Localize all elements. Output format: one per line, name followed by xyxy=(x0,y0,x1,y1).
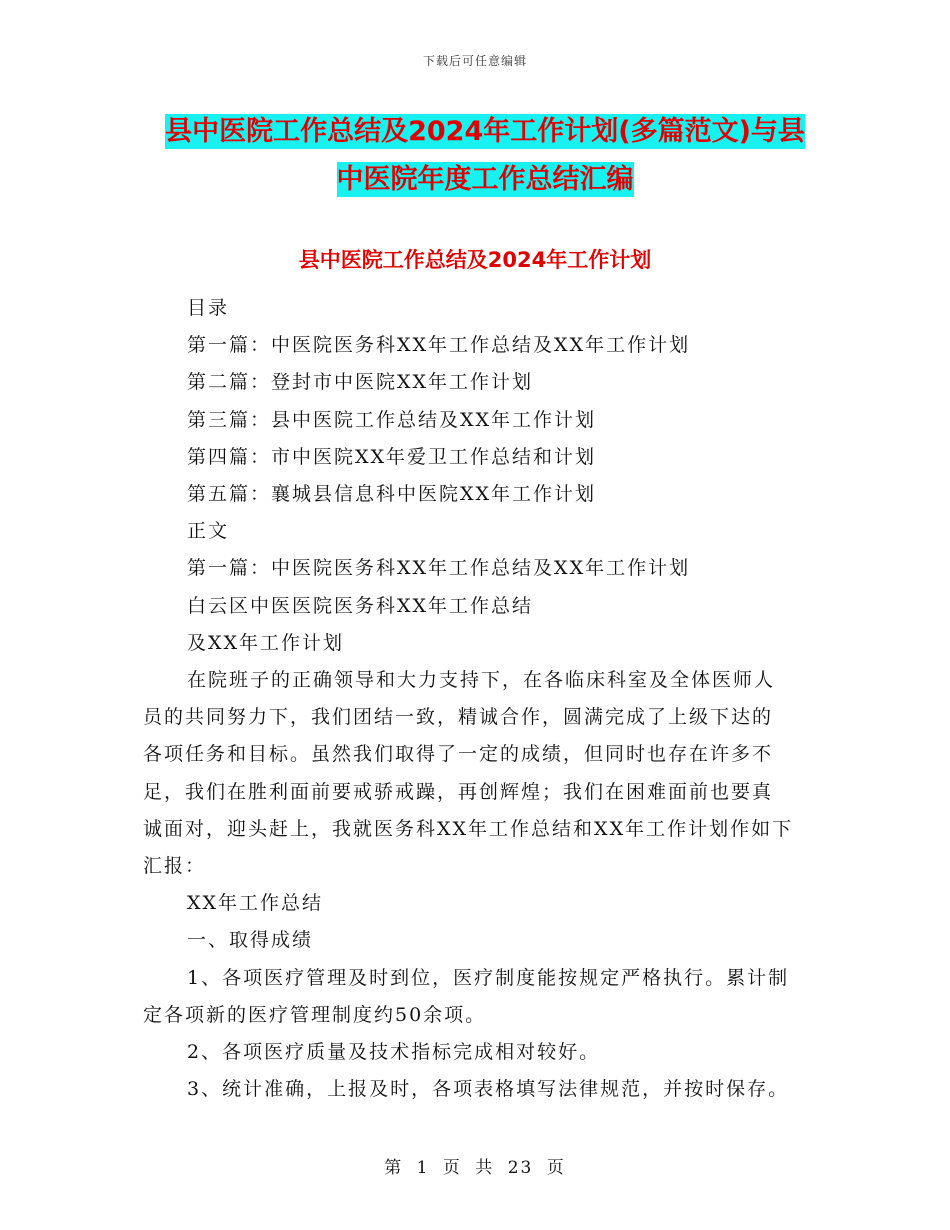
toc-item: 第五篇：襄城县信息科中医院XX年工作计划 xyxy=(187,483,597,506)
paragraph-line: 足，我们在胜利面前要戒骄戒躁，再创辉煌；我们在困难面前也要真 xyxy=(143,780,774,803)
paragraph-line: 各项任务和目标。虽然我们取得了一定的成绩，但同时也存在许多不 xyxy=(143,743,774,766)
section-title: XX年工作总结 xyxy=(187,892,324,915)
toc-item: 第三篇：县中医院工作总结及XX年工作计划 xyxy=(187,408,597,431)
main-title-line2: 中医院年度工作总结汇编 xyxy=(336,164,634,195)
paragraph-line: 3、统计准确，上报及时，各项表格填写法律规范，并按时保存。 xyxy=(187,1078,790,1101)
paragraph-line: 诚面对，迎头赶上，我就医务科XX年工作总结和XX年工作计划作如下 xyxy=(143,817,794,840)
toc-item: 第二篇：登封市中医院XX年工作计划 xyxy=(187,371,534,394)
main-title-line1: 县中医院工作总结及2024年工作计划(多篇范文)与县 xyxy=(165,116,805,147)
subsection-title: 一、取得成绩 xyxy=(187,929,314,952)
paragraph-line: 1、各项医疗管理及时到位，医疗制度能按规定严格执行。累计制 xyxy=(187,966,790,989)
toc-item: 第四篇：市中医院XX年爱卫工作总结和计划 xyxy=(187,445,597,468)
article-subtitle: 白云区中医医院医务科XX年工作总结 xyxy=(187,594,534,617)
toc-item: 第一篇：中医院医务科XX年工作总结及XX年工作计划 xyxy=(187,334,691,357)
sub-title: 县中医院工作总结及2024年工作计划 xyxy=(298,248,652,272)
paragraph-line: 2、各项医疗质量及技术指标完成相对较好。 xyxy=(187,1041,601,1064)
page-footer: 第 1 页 共 23 页 xyxy=(384,1158,566,1178)
paragraph-line: 员的共同努力下，我们团结一致，精诚合作，圆满完成了上级下达的 xyxy=(143,706,774,729)
paragraph-line: 在院班子的正确领导和大力支持下，在各临床科室及全体医师人 xyxy=(187,669,776,692)
body-text xyxy=(143,290,808,1108)
body-heading: 正文 xyxy=(187,520,230,543)
header-note: 下载后可任意编辑 xyxy=(422,54,527,68)
main-title xyxy=(140,108,830,204)
article-subtitle: 及XX年工作计划 xyxy=(187,631,345,654)
paragraph-line: 定各项新的医疗管理制度约50余项。 xyxy=(143,1003,487,1026)
toc-heading: 目录 xyxy=(187,297,230,319)
paragraph-line: 汇报： xyxy=(143,855,207,878)
article-title: 第一篇：中医院医务科XX年工作总结及XX年工作计划 xyxy=(187,557,691,580)
